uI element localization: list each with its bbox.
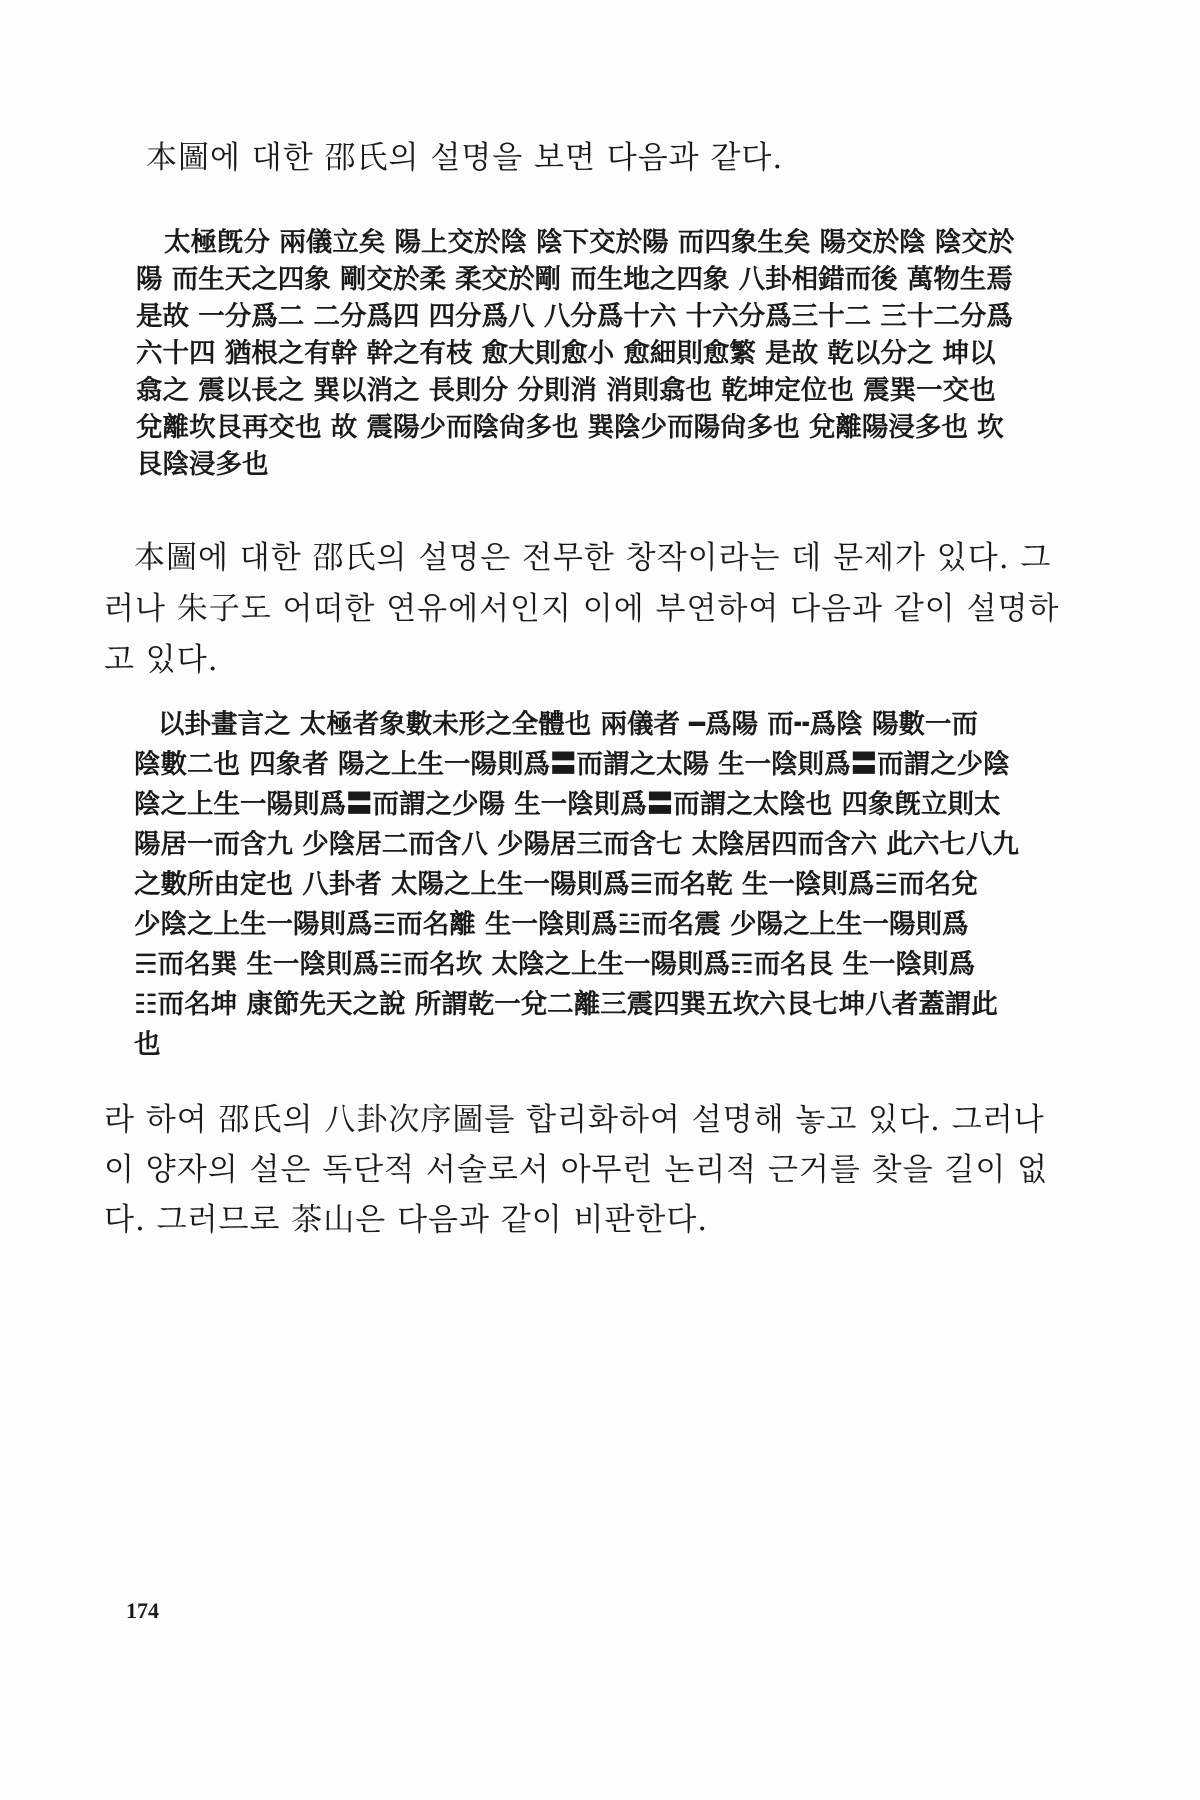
- quote-2-line-6: 少陰之上生一陽則爲☲而名離 生一陰則爲☳而名震 少陽之上生一陽則爲: [134, 909, 969, 940]
- quote-2-line-1: 以卦畫言之 太極者象數未形之全體也 兩儀者 ━爲陽 而╍爲陰 陽數一而: [158, 709, 979, 740]
- quote-2-line-9: 也: [134, 1029, 161, 1060]
- quote-1-line-7: 艮陰浸多也: [136, 449, 269, 480]
- quote-2-line-5: 之數所由定也 八卦者 太陽之上生一陽則爲☰而名乾 生一陰則爲☱而名兌: [134, 869, 978, 900]
- quote-2-line-8: ☷而名坤 康節先天之說 所謂乾一兌二離三震四巽五坎六艮七坤八者蓋謂此: [134, 989, 998, 1020]
- quote-1-line-5: 翕之 震以長之 巽以消之 長則分 分則消 消則翕也 乾坤定位也 震巽一交也: [136, 375, 996, 406]
- quote-1-line-6: 兌離坎艮再交也 故 震陽少而陰尙多也 巽陰少而陽尙多也 兌離陽浸多也 坎: [136, 412, 1004, 443]
- paragraph-2-line-1: 本圖에 대한 邵氏의 설명은 전무한 창작이라는 데 문제가 있다. 그: [134, 540, 1052, 576]
- paragraph-3-line-2: 이 양자의 설은 독단적 서술로서 아무런 논리적 근거를 찾을 길이 없: [104, 1152, 1049, 1188]
- quote-2-line-3: 陰之上生一陽則爲〓而謂之少陽 生一陰則爲〓而謂之太陰也 四象旣立則太: [134, 789, 1001, 820]
- quote-2-line-7: ☴而名巽 生一陰則爲☵而名坎 太陰之上生一陽則爲☶而名艮 生一陰則爲: [134, 949, 975, 980]
- paragraph-2-line-3: 고 있다.: [104, 642, 219, 678]
- page-number: 174: [126, 1598, 159, 1623]
- quote-1-line-1: 太極旣分 兩儀立矣 陽上交於陰 陰下交於陽 而四象生矣 陽交於陰 陰交於: [164, 227, 1015, 258]
- paragraph-3-line-3: 다. 그러므로 茶山은 다음과 같이 비판한다.: [104, 1202, 709, 1238]
- quote-1-line-4: 六十四 猶根之有幹 幹之有枝 愈大則愈小 愈細則愈繁 是故 乾以分之 坤以: [136, 338, 996, 369]
- paragraph-1-line-1: 本圖에 대한 邵氏의 설명을 보면 다음과 같다.: [146, 140, 784, 176]
- quote-2-line-2: 陰數二也 四象者 陽之上生一陽則爲〓而謂之太陽 生一陰則爲〓而謂之少陰: [134, 749, 1010, 780]
- quote-1-line-3: 是故 一分爲二 二分爲四 四分爲八 八分爲十六 十六分爲三十二 三十二分爲: [136, 301, 1013, 332]
- paragraph-2-line-2: 러나 朱子도 어떠한 연유에서인지 이에 부연하여 다음과 같이 설명하: [104, 591, 1060, 627]
- quote-1-line-2: 陽 而生天之四象 剛交於柔 柔交於剛 而生地之四象 八卦相錯而後 萬物生焉: [136, 264, 1013, 295]
- paragraph-3-line-1: 라 하여 邵氏의 八卦次序圖를 합리화하여 설명해 놓고 있다. 그러나: [104, 1102, 1045, 1138]
- quote-2-line-4: 陽居一而含九 少陰居二而含八 少陽居三而含七 太陰居四而含六 此六七八九: [134, 829, 1019, 860]
